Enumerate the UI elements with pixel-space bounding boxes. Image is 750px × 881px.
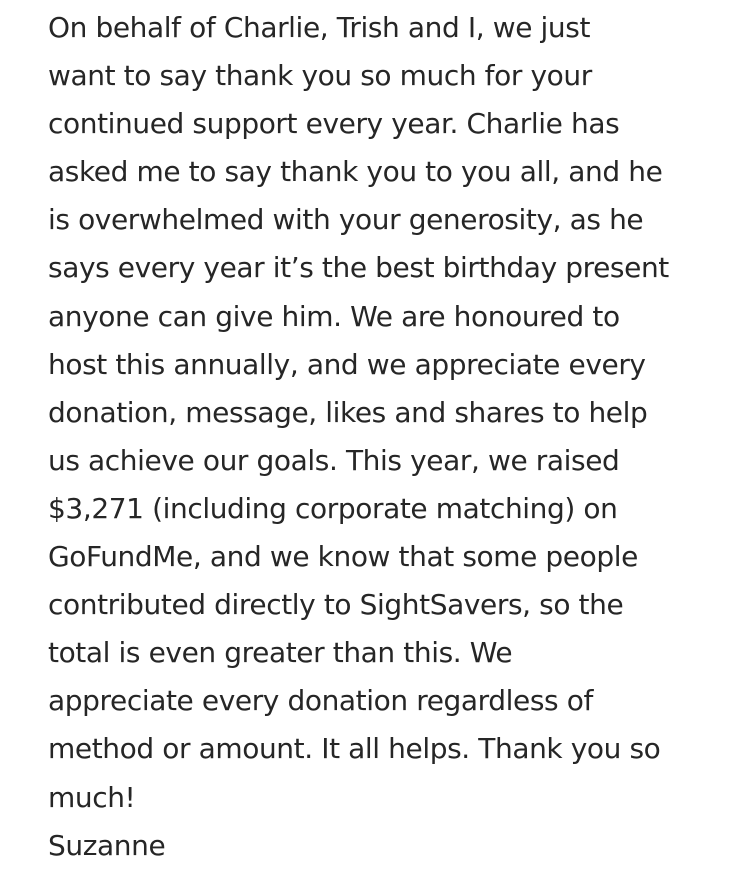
message-line: host this annually, and we appreciate every	[48, 347, 646, 381]
message-line: anyone can give him. We are honoured to	[48, 299, 620, 333]
message-line: us achieve our goals. This year, we raised	[48, 443, 620, 477]
message-line: want to say thank you so much for your	[48, 59, 592, 93]
message-line: donation, message, likes and shares to help	[48, 395, 648, 429]
message-line: On behalf of Charlie, Trish and I, we just	[48, 11, 591, 44]
message-line: $3,271 (including corporate matching) on	[48, 491, 618, 525]
message-line: appreciate every donation regardless of	[48, 684, 593, 718]
message-line: continued support every year. Charlie has	[48, 107, 620, 141]
message-line: contributed directly to SightSavers, so the	[48, 588, 624, 622]
message-line: total is even greater than this. We	[48, 636, 513, 670]
message-line: much!	[48, 780, 136, 814]
message-line: GoFundMe, and we know that some people	[48, 540, 638, 574]
message-line: says every year it’s the best birthday present	[48, 251, 669, 285]
message-line: is overwhelmed with your generosity, as he	[48, 203, 644, 237]
message-line: method or amount. It all helps. Thank you so	[48, 732, 661, 766]
message-line: asked me to say thank you to you all, and he	[48, 155, 663, 189]
message-body	[48, 4, 728, 870]
signature: Suzanne	[48, 828, 166, 862]
